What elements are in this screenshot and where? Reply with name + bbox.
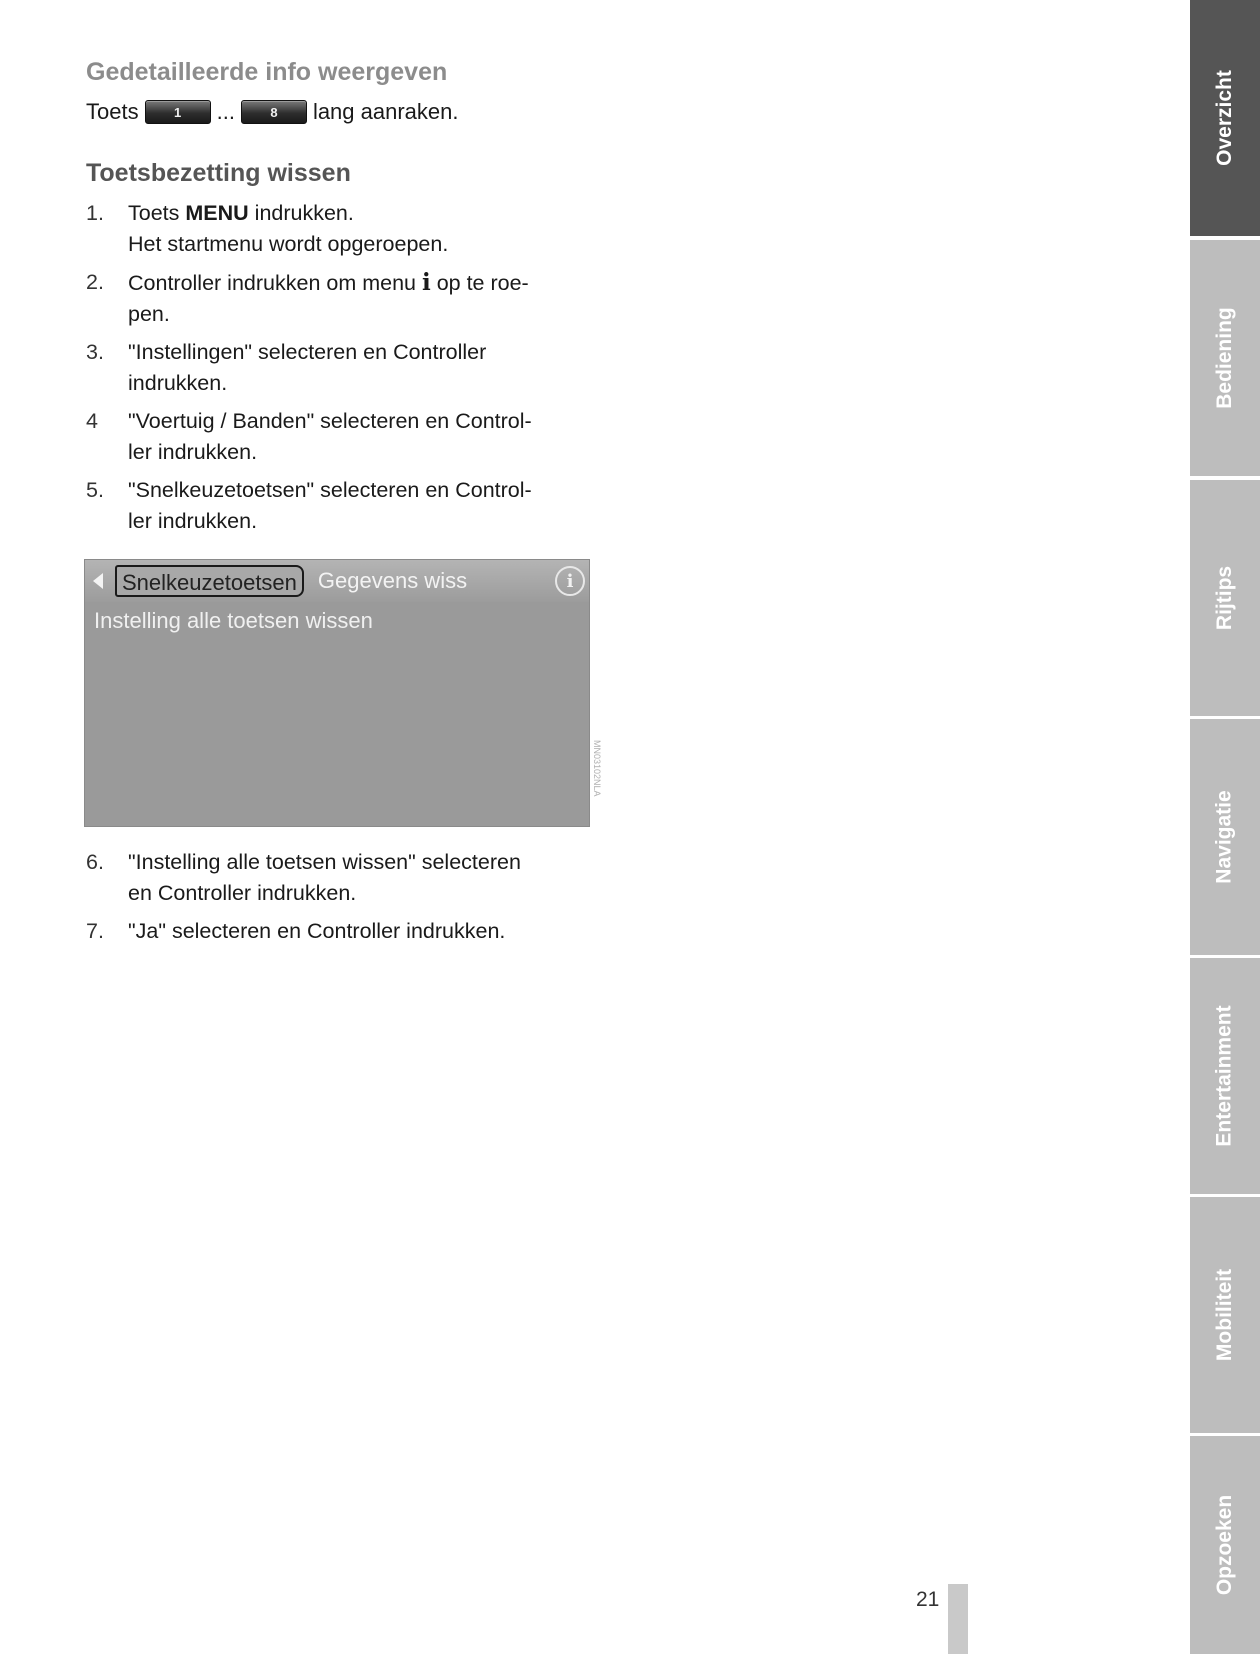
sidebar-tab-navigatie[interactable] xyxy=(1190,719,1260,955)
step-number: 4 xyxy=(86,409,98,433)
sidebar-tab-bediening[interactable] xyxy=(1190,240,1260,476)
sidebar-tab-label: Mobiliteit xyxy=(1213,1268,1236,1362)
sidebar-tab-label: Entertainment xyxy=(1213,1005,1236,1147)
list-item xyxy=(86,916,606,947)
page-content xyxy=(86,58,606,954)
step-text-line2: en Controller indrukken. xyxy=(128,881,357,905)
menu-key-label: MENU xyxy=(185,201,249,225)
step-text-part: "Snelkeuzetoetsen" selecteren en Control- xyxy=(128,478,532,502)
step-text-part: Controller indrukken om menu xyxy=(128,271,422,295)
screen-tab-active: Snelkeuzetoetsen xyxy=(115,565,304,597)
step-number: 5. xyxy=(86,478,104,502)
sidebar-tab-overzicht[interactable] xyxy=(1190,0,1260,236)
sidebar-tab-label: Opzoeken xyxy=(1213,1494,1237,1596)
screen-title-bar xyxy=(85,560,589,602)
step-text xyxy=(128,847,606,909)
step-text-part: "Instellingen" selecteren en Controller xyxy=(128,340,487,364)
sidebar-tab-opzoeken[interactable] xyxy=(1190,1436,1260,1654)
back-arrow-icon xyxy=(93,573,103,589)
section-heading-clear-keys: Toetsbezetting wissen xyxy=(86,159,351,187)
step-text xyxy=(128,198,606,260)
step-text-line2: ler indrukken. xyxy=(128,440,258,464)
step-number: 3. xyxy=(86,340,104,364)
idrive-screen-image xyxy=(84,559,590,827)
sidebar-tab-label: Navigatie xyxy=(1213,790,1236,884)
step-number: 7. xyxy=(86,919,104,943)
key-1-icon: 1 xyxy=(145,100,211,124)
step-text-part: indrukken. xyxy=(248,201,354,225)
step-number: 2. xyxy=(86,270,104,294)
page-number-bar xyxy=(948,1584,968,1654)
step-text xyxy=(128,475,606,537)
sidebar-tab-rijtips[interactable] xyxy=(1190,480,1260,716)
sidebar-tab-label: Rijtips xyxy=(1212,565,1236,631)
list-item xyxy=(86,267,606,330)
sidebar-tab-entertainment[interactable] xyxy=(1190,958,1260,1194)
list-item xyxy=(86,847,606,909)
list-item xyxy=(86,198,606,260)
key-line-suffix: lang aanraken. xyxy=(312,99,459,124)
image-code: MN03102NLA xyxy=(592,740,602,797)
list-item xyxy=(86,406,606,468)
step-text-part: "Voertuig / Banden" selecteren en Control- xyxy=(128,409,532,433)
step-text: "Ja" selecteren en Controller indrukken. xyxy=(128,919,506,943)
sidebar-tab-label: Bediening xyxy=(1213,307,1237,409)
step-text-line2: pen. xyxy=(128,302,170,326)
key-8-icon: 8 xyxy=(241,100,307,124)
step-text xyxy=(128,337,606,399)
step-text-part: "Instelling alle toetsen wissen" selecteren xyxy=(128,850,521,874)
step-text-line2: ler indrukken. xyxy=(128,509,258,533)
step-text-part: Toets xyxy=(128,201,186,225)
section-heading-detail-info: Gedetailleerde info weergeven xyxy=(86,58,448,86)
step-text xyxy=(128,267,606,330)
screen-menu-item: Instelling alle toetsen wissen xyxy=(94,608,373,633)
info-menu-icon: i xyxy=(421,269,431,296)
key-instruction xyxy=(86,95,606,129)
step-text xyxy=(128,406,606,468)
step-number: 6. xyxy=(86,850,104,874)
sidebar-tab-label: Overzicht xyxy=(1213,70,1237,166)
key-ellipsis: ... xyxy=(216,99,235,124)
list-item xyxy=(86,337,606,399)
list-item xyxy=(86,475,606,537)
step-text-part: op te roe- xyxy=(430,271,529,295)
steps-list-before xyxy=(86,198,606,537)
info-icon: i xyxy=(555,566,585,596)
steps-list-after xyxy=(86,847,606,947)
step-text-line2: indrukken. xyxy=(128,371,228,395)
page-number: 21 xyxy=(916,1588,940,1611)
screen-tab-next: Gegevens wiss xyxy=(317,568,468,593)
sidebar-tab-mobiliteit[interactable] xyxy=(1190,1197,1260,1433)
key-line-prefix: Toets xyxy=(86,99,139,124)
chapter-sidebar xyxy=(1190,0,1260,1654)
step-text-line2: Het startmenu wordt opgeroepen. xyxy=(128,232,449,256)
step-number: 1. xyxy=(86,201,104,225)
